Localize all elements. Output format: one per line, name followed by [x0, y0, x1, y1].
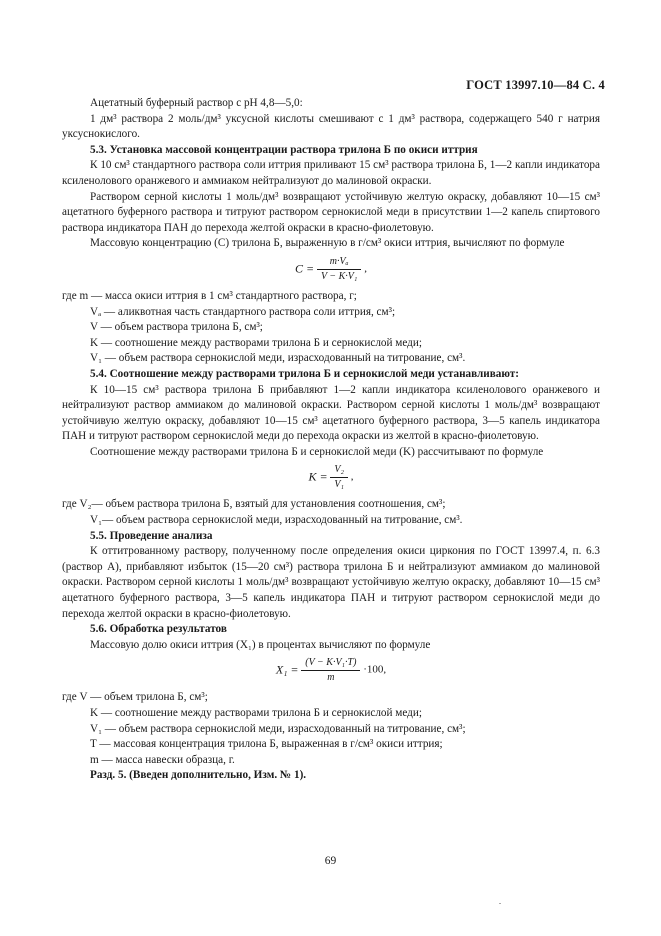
definition: m — масса навески образца, г. — [90, 753, 235, 766]
paragraph: Раствором серной кислоты 1 моль/дм³ возвращают устойчивую желтую окраску, добавляют 10—15 см³ ацетатного буферного раствора и титруют раствором сернокислой меди в присутствии 1—2 капель спиртового раствора индикатора ПАН до перехода желтой окраски в красно-фиолетовую. — [62, 190, 600, 234]
definition: Vₐ — аликвотная часть стандартного раствора соли иттрия, см³; — [90, 305, 396, 318]
amendment-note: Разд. 5. (Введен дополнительно, Изм. № 1). — [90, 769, 307, 782]
definition: V₁ — объем раствора сернокислой меди, израсходованный на титрование, см³. — [90, 352, 466, 365]
stray-dot: . — [499, 897, 501, 906]
definition: V₁ — объем раствора сернокислой меди, израсходованный на титрование, см³; — [90, 722, 466, 735]
formula-denominator: V − K·V₁ — [320, 270, 358, 282]
paragraph: К 10—15 см³ раствора трилона Б прибавляют 1—2 капли индикатора ксиленолового оранжевого и нейтрализуют раствор аммиаком до малиновой окраски. Раствором серной кислоты 1 моль/дм³ возвращают устойчивую желтую окраску, добавляют 10—15 см³ ацетатного буферного раствора, 3—5 капель индикатора ПАН и титруют раствором сернокислой меди до перехода окраски из желтой в красно-фиолетовую. — [62, 383, 600, 443]
definition: K — соотношение между растворами трилона Б и сернокислой меди; — [90, 336, 422, 349]
page-header: ГОСТ 13997.10—84 С. 4 — [466, 78, 605, 92]
paragraph: Массовую долю окиси иттрия (X₁) в процентах вычисляют по формуле — [90, 638, 431, 651]
formula-lhs: X₁ = — [275, 663, 299, 678]
section-heading: 5.4. Соотношение между растворами трилона Б и сернокислой меди устанавливают: — [90, 367, 519, 380]
section-heading: 5.5. Проведение анализа — [90, 529, 213, 542]
paragraph: К оттитрованному раствору, полученному после определения окиси циркония по ГОСТ 13997.4, п. 6.3 (раствор А), прибавляют избыток (15—20 см³) раствора трилона Б и нейтрализуют аммиаком до малиновой окраски. Раствором серной кислоты 1 моль/дм³ возвращают устойчивую желтую окраску, добавляют 10—15 см³ ацетатного буферного раствора, 3—5 капель индикатора ПАН и титруют раствором сернокислой меди до перехода желтой окраски в красно-фиолетовую. — [62, 545, 600, 620]
formula-numerator: (V − K·V₁·T) — [301, 657, 360, 671]
formula-tail: , — [350, 471, 354, 484]
formula-numerator: V₂ — [330, 464, 348, 478]
paragraph: Массовую концентрацию (C) трилона Б, выраженную в г/см³ окиси иттрия, вычисляют по формуле — [90, 237, 565, 250]
formula-denominator: V₁ — [334, 479, 344, 491]
formula-denominator: m — [327, 672, 335, 684]
formula-numerator: m·Vₐ — [317, 256, 361, 270]
formula-lhs: C = — [295, 261, 315, 276]
definition: V₁— объем раствора сернокислой меди, израсходованный на титрование, см³. — [90, 514, 463, 527]
section-heading: 5.3. Установка массовой концентрации раствора трилона Б по окиси иттрия — [90, 143, 478, 156]
formula-fraction — [317, 256, 361, 283]
formula-lhs: K = — [308, 470, 328, 485]
definition: T — массовая концентрация трилона Б, выраженная в г/см³ окиси иттрия; — [90, 738, 443, 751]
definition: где V₂— объем раствора трилона Б, взятый для установления соотношения, см³; — [62, 498, 446, 511]
formula-tail: ·100, — [363, 664, 387, 677]
formula-c — [62, 256, 600, 283]
definition: где V — объем трилона Б, см³; — [62, 691, 208, 704]
document-body — [62, 96, 600, 784]
section-heading: 5.6. Обработка результатов — [90, 623, 227, 636]
definition: V — объем раствора трилона Б, см³; — [90, 321, 263, 334]
page-number: 69 — [324, 855, 337, 867]
formula-fraction — [301, 657, 360, 684]
paragraph: К 10 см³ стандартного раствора соли иттрия приливают 15 см³ раствора трилона Б, 1—2 капли индикатора ксиленолового оранжевого и аммиаком нейтрализуют до малиновой окраски. — [62, 159, 600, 187]
definition: где m — масса окиси иттрия в 1 см³ стандартного раствора, г; — [62, 289, 357, 302]
formula-x1 — [62, 657, 600, 684]
paragraph: 1 дм³ раствора 2 моль/дм³ уксусной кислоты смешивают с 1 дм³ раствора, содержащего 540 г натрия уксуснокислого. — [62, 112, 600, 141]
formula-tail: , — [364, 262, 367, 275]
formula-fraction — [330, 464, 348, 491]
paragraph: Соотношение между растворами трилона Б и сернокислой меди (K) рассчитывают по формуле — [90, 445, 544, 458]
definition: K — соотношение между растворами трилона Б и сернокислой меди; — [90, 707, 422, 719]
paragraph: Ацетатный буферный раствор с pH 4,8—5,0: — [90, 97, 303, 109]
formula-k — [62, 464, 600, 491]
